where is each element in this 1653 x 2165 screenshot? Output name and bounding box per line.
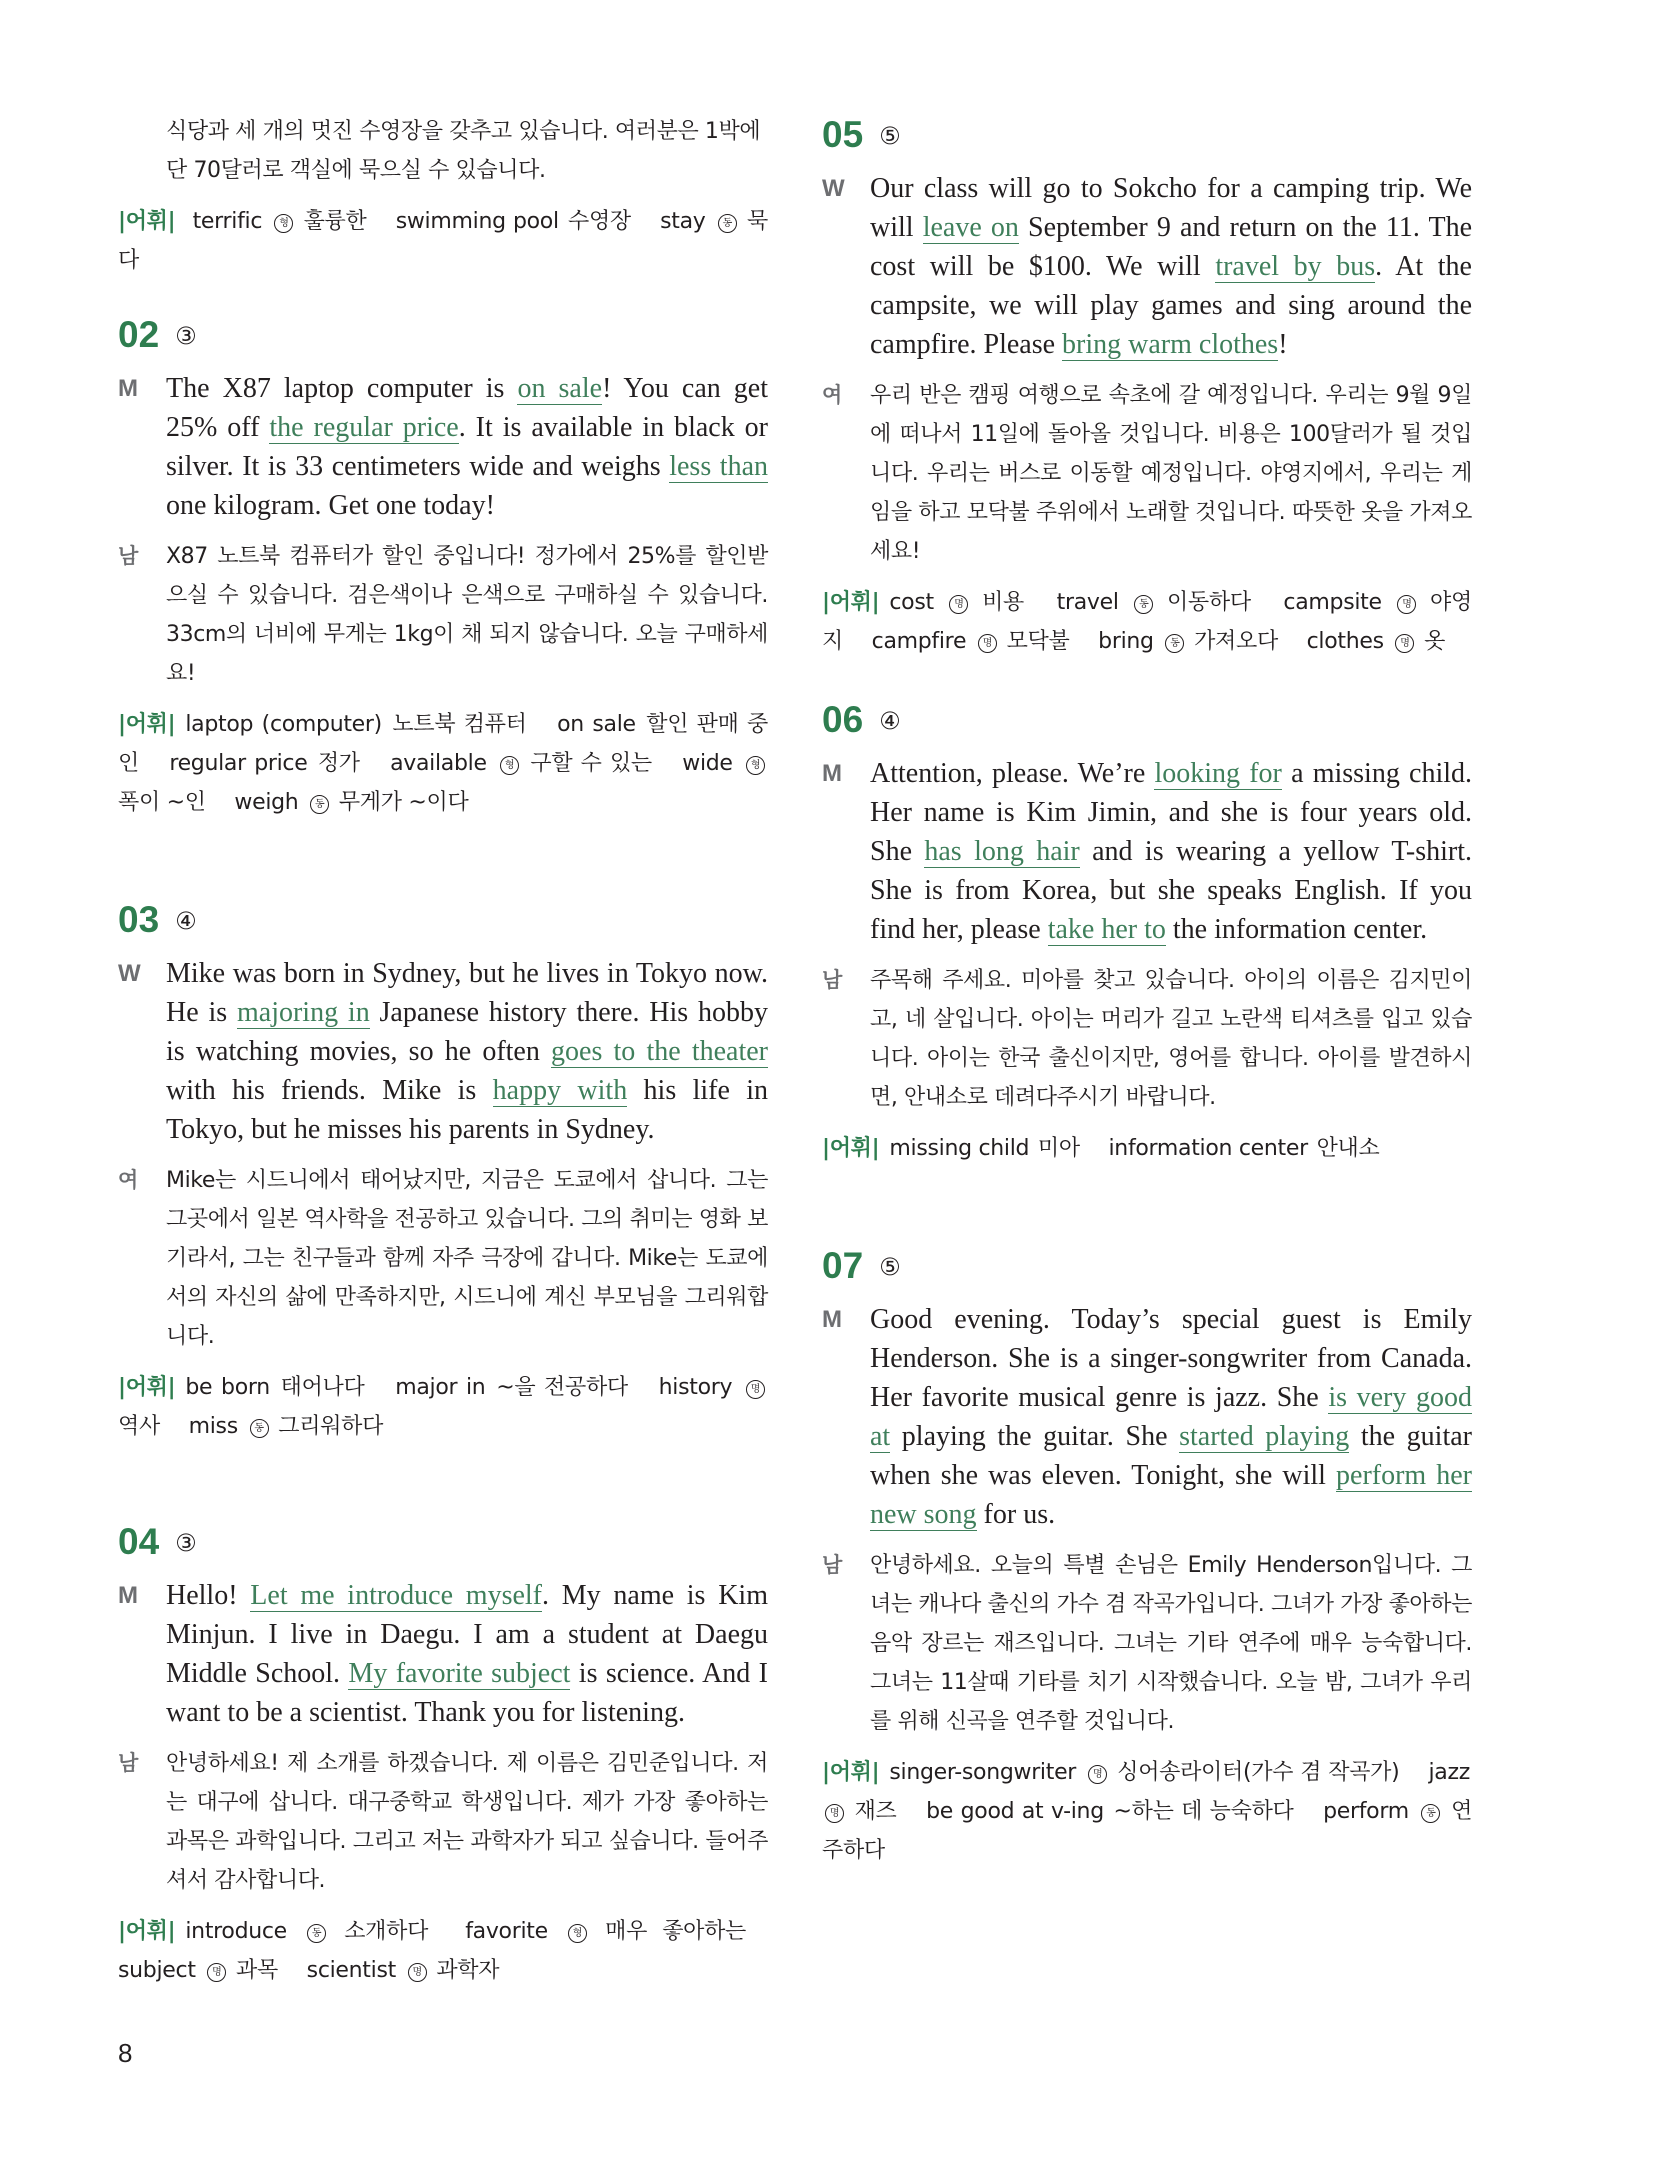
- part-of-speech-badge: 동: [250, 1419, 269, 1438]
- vocab-term: missing child: [889, 1136, 1030, 1161]
- question-02: [118, 313, 768, 822]
- answer-mark: ④: [879, 707, 901, 735]
- vocab-term: be born: [185, 1375, 270, 1400]
- korean-translation: [118, 537, 768, 693]
- translation-text: X87 노트북 컴퓨터가 할인 중입니다! 정가에서 25%를 할인받으실 수 있습니다. 검은색이나 은색으로 구매하실 수 있습니다. 33cm의 너비에 무게는 1kg이 채 되지 않습니다. 오늘 구매하세요!: [166, 544, 768, 686]
- vocab-meaning: 과목: [236, 1958, 278, 1983]
- korean-translation: 식당과 세 개의 멋진 수영장을 갖추고 있습니다. 여러분은 1박에 단 70달러로 객실에 묵으실 수 있습니다.: [166, 119, 761, 183]
- highlighted-phrase: Let me introduce myself: [250, 1580, 542, 1611]
- vocab-term: weigh: [234, 790, 299, 815]
- part-of-speech-badge: 명: [978, 634, 997, 653]
- vocab-term: miss: [188, 1414, 238, 1439]
- vocab-label: |어휘|: [822, 1760, 880, 1785]
- part-of-speech-badge: 동: [718, 214, 737, 233]
- page-number: 8: [118, 2038, 133, 2068]
- highlighted-phrase: My favorite subject: [348, 1658, 571, 1689]
- vocab-term: campfire: [871, 629, 967, 654]
- answer-mark: ⑤: [879, 122, 901, 150]
- text-segment: !: [1278, 329, 1288, 360]
- text-segment: for us.: [976, 1499, 1056, 1530]
- korean-translation: [118, 1161, 768, 1356]
- vocab-term: available: [390, 751, 487, 776]
- text-segment: is science. And I want to be a scientist. Thank you for listening.: [166, 1658, 768, 1728]
- script-text: [166, 1576, 768, 1732]
- highlighted-phrase: travel by bus: [1215, 251, 1376, 282]
- question-number: 05: [822, 114, 864, 155]
- part-of-speech-badge: 동: [1165, 634, 1184, 653]
- vocab-term: laptop (computer): [185, 712, 382, 737]
- vocab-term: stay: [660, 209, 706, 234]
- question-04: [118, 1520, 768, 1990]
- carryover-section: [118, 112, 768, 280]
- vocab-meaning: 역사: [118, 1414, 160, 1439]
- vocab-term: be good at v-ing: [926, 1799, 1104, 1824]
- vocab-list: [118, 705, 768, 822]
- speaker-label: 남: [822, 968, 843, 992]
- english-script: [822, 169, 1472, 364]
- vocab-meaning: 구할 수 있는: [530, 751, 652, 776]
- text-segment: one kilogram. Get one today!: [166, 490, 495, 521]
- vocab-meaning: 가져오다: [1194, 629, 1278, 654]
- vocab-label: |어휘|: [822, 590, 880, 615]
- vocab-term: cost: [889, 590, 934, 615]
- script-text: [870, 169, 1472, 364]
- vocab-term: bring: [1098, 629, 1154, 654]
- english-script: [822, 754, 1472, 949]
- korean-translation: [822, 961, 1472, 1117]
- english-script: [118, 369, 768, 525]
- speaker-label: 남: [118, 544, 139, 568]
- vocab-term: scientist: [306, 1958, 396, 1983]
- part-of-speech-badge: 명: [408, 1963, 427, 1982]
- part-of-speech-badge: 명: [1395, 634, 1414, 653]
- question-header: [118, 1520, 768, 1564]
- text-segment: playing the guitar. She: [890, 1421, 1180, 1452]
- question-header: [822, 113, 1472, 157]
- text-segment: with his friends. Mike is: [166, 1075, 493, 1106]
- text-segment: . My name is Kim Minjun. I live in Daegu. I am a student at Daegu Middle School.: [166, 1580, 768, 1689]
- vocab-meaning: 과학자: [436, 1958, 500, 1983]
- vocab-term: on sale: [557, 712, 636, 737]
- text-segment: Hello!: [166, 1580, 251, 1611]
- question-05: [822, 113, 1472, 661]
- answer-mark: ⑤: [879, 1253, 901, 1281]
- part-of-speech-badge: 동: [307, 1924, 326, 1943]
- question-03: [118, 898, 768, 1446]
- part-of-speech-badge: 명: [1088, 1765, 1107, 1784]
- vocab-term: information center: [1108, 1136, 1308, 1161]
- vocab-meaning: ~을 전공하다: [496, 1375, 628, 1400]
- question-header: [822, 1244, 1472, 1288]
- korean-translation: [118, 1744, 768, 1900]
- vocab-term: introduce: [185, 1919, 287, 1944]
- english-script: [822, 1300, 1472, 1534]
- text-segment: a missing child. Her name is Kim Jimin, and she is four years old. She: [870, 758, 1472, 867]
- vocab-label: |어휘|: [118, 1375, 176, 1400]
- question-number: 04: [118, 1521, 160, 1562]
- text-segment: . At the campsite, we will play games and sing around the campfire. Please: [870, 251, 1472, 360]
- part-of-speech-badge: 명: [207, 1963, 226, 1982]
- highlighted-phrase: take her to: [1047, 914, 1166, 945]
- vocab-meaning: 할인 판매 중인: [118, 712, 768, 776]
- highlighted-phrase: perform her new song: [870, 1460, 1472, 1530]
- highlighted-phrase: less than: [669, 451, 768, 482]
- translation-text: 우리 반은 캠핑 여행으로 속초에 갈 예정입니다. 우리는 9월 9일에 떠나서 11일에 돌아올 것입니다. 비용은 100달러가 될 것입니다. 우리는 버스로 이동할 예정입니다. 야영지에서, 우리는 게임을 하고 모닥불 주위에서 노래할 것입니다. 따뜻한 옷을 가져오세요!: [870, 383, 1472, 564]
- vocab-meaning: 매우 좋아하는: [605, 1919, 746, 1944]
- answer-mark: ④: [175, 907, 197, 935]
- korean-translation: [822, 1546, 1472, 1741]
- speaker-label: 남: [822, 1553, 843, 1577]
- part-of-speech-badge: 명: [949, 595, 968, 614]
- vocab-meaning: 폭이 ~인: [118, 790, 206, 815]
- vocab-meaning: 소개하다: [344, 1919, 429, 1944]
- vocab-term: history: [658, 1375, 733, 1400]
- vocab-list: [118, 1912, 768, 1990]
- highlighted-phrase: has long hair: [924, 836, 1080, 867]
- vocab-term: major in: [395, 1375, 486, 1400]
- text-segment: September 9 and return on the 11. The cost will be $100. We will: [870, 212, 1473, 282]
- english-script: [118, 954, 768, 1149]
- highlighted-phrase: the regular price: [269, 412, 459, 443]
- text-segment: Our class will go to Sokcho for a camping trip. We will: [870, 173, 1472, 243]
- highlighted-phrase: started playing: [1179, 1421, 1350, 1452]
- english-script: [118, 1576, 768, 1732]
- speaker-label: 여: [118, 1168, 139, 1192]
- vocab-meaning: 비용: [982, 590, 1025, 615]
- highlighted-phrase: on sale: [517, 373, 603, 404]
- vocab-label: |어휘|: [118, 712, 176, 737]
- answer-mark: ③: [175, 322, 197, 350]
- vocab-meaning: 이동하다: [1166, 590, 1251, 615]
- vocab-meaning: 묵다: [118, 209, 768, 273]
- question-number: 06: [822, 699, 864, 740]
- script-text: [870, 1300, 1472, 1534]
- speaker-label: 여: [822, 383, 843, 407]
- vocab-term: swimming pool: [395, 209, 559, 234]
- vocab-term: clothes: [1306, 629, 1384, 654]
- vocab-meaning: 연주하다: [822, 1799, 1473, 1863]
- question-07: [822, 1244, 1472, 1870]
- vocab-term: favorite: [465, 1919, 548, 1944]
- vocab-meaning: 옷: [1424, 629, 1446, 654]
- question-number: 07: [822, 1245, 864, 1286]
- text-segment: . It is available in black or silver. It is 33 centimeters wide and weighs: [166, 412, 769, 482]
- highlighted-phrase: bring warm clothes: [1062, 329, 1279, 360]
- question-06: [822, 698, 1472, 1168]
- highlighted-phrase: goes to the theater: [551, 1036, 768, 1067]
- vocab-meaning: 싱어송라이터(가수 겸 작곡가): [1117, 1760, 1400, 1785]
- text-segment: the information center.: [1165, 914, 1428, 945]
- question-number: 02: [118, 314, 160, 355]
- speaker-label: 남: [118, 1751, 139, 1775]
- question-header: [118, 898, 768, 942]
- vocab-meaning: 수영장: [568, 209, 631, 234]
- vocab-meaning: 모닥불: [1006, 629, 1070, 654]
- vocab-term: terrific: [192, 209, 263, 234]
- vocab-list: [822, 1753, 1472, 1870]
- part-of-speech-badge: 형: [274, 214, 293, 233]
- vocab-meaning: 재즈: [854, 1799, 897, 1824]
- vocab-meaning: 그리워하다: [278, 1414, 384, 1439]
- script-text: [166, 369, 768, 525]
- vocab-term: campsite: [1283, 590, 1382, 615]
- korean-translation: [822, 376, 1472, 571]
- vocab-list: [118, 1368, 768, 1446]
- text-segment: his life in Tokyo, but he misses his parents in Sydney.: [166, 1075, 768, 1145]
- speaker-label: M: [118, 1582, 138, 1609]
- vocab-term: travel: [1056, 590, 1119, 615]
- vocab-term: jazz: [1428, 1760, 1470, 1785]
- part-of-speech-badge: 형: [746, 756, 765, 775]
- translation-text: Mike는 시드니에서 태어났지만, 지금은 도쿄에서 삽니다. 그는 그곳에서 일본 역사학을 전공하고 있습니다. 그의 취미는 영화 보기라서, 그는 친구들과 함께 자주 극장에 갑니다. Mike는 도쿄에서의 자신의 삶에 만족하지만, 시드니에 계신 부모님을 그리워합니다.: [166, 1168, 768, 1349]
- highlighted-phrase: leave on: [922, 212, 1019, 243]
- part-of-speech-badge: 형: [568, 1924, 587, 1943]
- vocab-meaning: 정가: [317, 751, 360, 776]
- translation-text: 안녕하세요! 제 소개를 하겠습니다. 제 이름은 김민준입니다. 저는 대구에 삽니다. 대구중학교 학생입니다. 제가 가장 좋아하는 과목은 과학입니다. 그리고 저는 과학자가 되고 싶습니다. 들어주셔서 감사합니다.: [166, 1751, 768, 1893]
- question-number: 03: [118, 899, 160, 940]
- vocab-meaning: 야영지: [822, 590, 1472, 654]
- part-of-speech-badge: 명: [1397, 595, 1416, 614]
- vocab-meaning: 무게가 ~이다: [338, 790, 469, 815]
- vocab-list: [822, 1129, 1472, 1168]
- part-of-speech-badge: 명: [825, 1804, 844, 1823]
- speaker-label: M: [822, 1306, 842, 1333]
- part-of-speech-badge: 형: [500, 756, 519, 775]
- script-text: [870, 754, 1472, 949]
- vocab-term: wide: [682, 751, 733, 776]
- speaker-label: W: [822, 175, 845, 202]
- translation-text: 주목해 주세요. 미아를 찾고 있습니다. 아이의 이름은 김지민이고, 네 살입니다. 아이는 머리가 길고 노란색 티셔츠를 입고 있습니다. 아이는 한국 출신이지만, 영어를 합니다. 아이를 발견하시면, 안내소로 데려다주시기 바랍니다.: [870, 968, 1472, 1110]
- translation-text: 안녕하세요. 오늘의 특별 손님은 Emily Henderson입니다. 그녀는 캐나다 출신의 가수 겸 작곡가입니다. 그녀가 가장 좋아하는 음악 장르는 재즈입니다. 그녀는 기타 연주에 매우 능숙합니다. 그녀는 11살때 기타를 치기 시작했습니다. 오늘 밤, 그녀가 우리를 위해 신곡을 연주할 것입니다.: [870, 1553, 1472, 1734]
- text-segment: ! You can get 25% off: [166, 373, 769, 443]
- speaker-label: M: [822, 760, 842, 787]
- part-of-speech-badge: 동: [1421, 1804, 1440, 1823]
- vocab-label: |어휘|: [822, 1136, 880, 1161]
- speaker-label: W: [118, 960, 141, 987]
- vocab-meaning: 노트북 컴퓨터: [392, 712, 527, 737]
- answer-mark: ③: [175, 1529, 197, 1557]
- highlighted-phrase: is very good at: [870, 1382, 1472, 1452]
- text-segment: Attention, please. We’re: [870, 758, 1155, 789]
- vocab-term: singer-songwriter: [889, 1760, 1077, 1785]
- vocab-term: regular price: [169, 751, 308, 776]
- highlighted-phrase: looking for: [1154, 758, 1282, 789]
- vocab-list: [822, 583, 1472, 661]
- vocab-meaning: 태어나다: [280, 1375, 365, 1400]
- vocab-meaning: ~하는 데 능숙하다: [1113, 1799, 1294, 1824]
- text-segment: Japanese history there. His hobby is watching movies, so he often: [166, 997, 769, 1067]
- question-header: [118, 313, 768, 357]
- part-of-speech-badge: 동: [1134, 595, 1153, 614]
- vocab-meaning: 미아: [1037, 1136, 1080, 1161]
- text-segment: the guitar when she was eleven. Tonight, she will: [870, 1421, 1472, 1491]
- question-header: [822, 698, 1472, 742]
- vocab-term: subject: [118, 1958, 196, 1983]
- script-text: [166, 954, 768, 1149]
- vocab-term: perform: [1323, 1799, 1409, 1824]
- vocab-meaning: 안내소: [1316, 1136, 1380, 1161]
- part-of-speech-badge: 동: [310, 795, 329, 814]
- speaker-label: M: [118, 375, 138, 402]
- vocab-meaning: 훌륭한: [303, 209, 367, 234]
- text-segment: Good evening. Today’s special guest is Emily Henderson. She is a singer-songwriter from Canada. Her favorite musical genre is jazz. She: [870, 1304, 1472, 1413]
- vocab-list: |어휘| terrific 형 훌륭한 swimming pool 수영장 stay 동 묵다: [118, 209, 768, 273]
- text-segment: and is wearing a yellow T-shirt. She is from Korea, but she speaks English. If you find her, please: [870, 836, 1472, 945]
- part-of-speech-badge: 명: [746, 1380, 765, 1399]
- text-segment: Mike was born in Sydney, but he lives in Tokyo now. He is: [166, 958, 768, 1028]
- highlighted-phrase: happy with: [492, 1075, 628, 1106]
- highlighted-phrase: majoring in: [237, 997, 370, 1028]
- text-segment: The X87 laptop computer is: [166, 373, 518, 404]
- vocab-label: |어휘|: [118, 1919, 176, 1944]
